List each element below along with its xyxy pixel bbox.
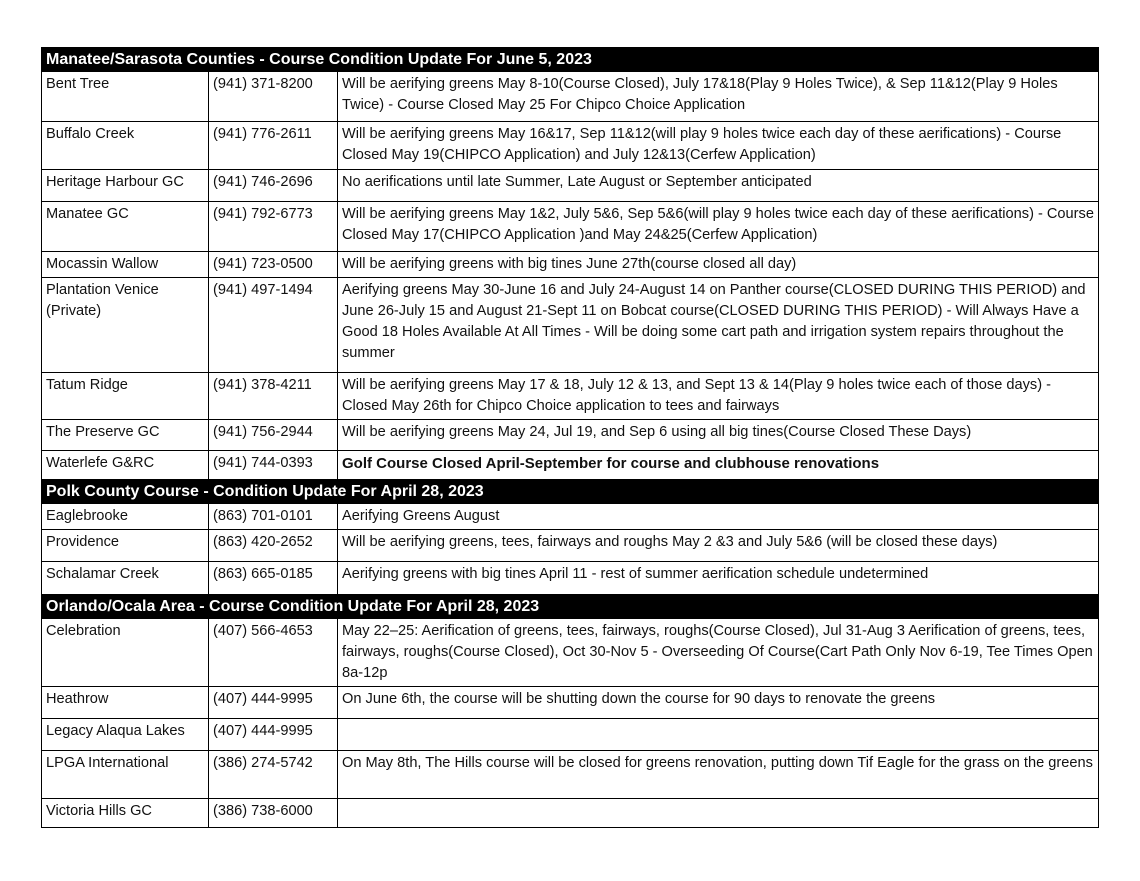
table-row bbox=[42, 719, 1099, 751]
course-name: Legacy Alaqua Lakes bbox=[42, 719, 209, 751]
course-note: Will be aerifying greens with big tines June 27th(course closed all day) bbox=[338, 252, 1099, 278]
section-header-manatee-sarasota bbox=[42, 48, 1099, 72]
course-name: Schalamar Creek bbox=[42, 562, 209, 595]
table-row bbox=[42, 530, 1099, 562]
course-note: Will be aerifying greens May 17 & 18, July 12 & 13, and Sept 13 & 14(Play 9 holes twice each of those days) - Closed May 26th for Chipco Choice application to tees and fairways bbox=[338, 373, 1099, 420]
course-phone: (941) 723-0500 bbox=[209, 252, 338, 278]
course-phone: (941) 792-6773 bbox=[209, 202, 338, 252]
course-phone: (941) 756-2944 bbox=[209, 420, 338, 451]
table-row bbox=[42, 451, 1099, 480]
table-row bbox=[42, 252, 1099, 278]
course-phone: (386) 274-5742 bbox=[209, 751, 338, 799]
course-phone: (941) 776-2611 bbox=[209, 122, 338, 170]
course-note: Will be aerifying greens May 8-10(Course Closed), July 17&18(Play 9 Holes Twice), & Sep 11&12(Play 9 Holes Twice) - Course Closed May 25 For Chipco Choice Application bbox=[338, 72, 1099, 122]
table-row bbox=[42, 751, 1099, 799]
table-row bbox=[42, 420, 1099, 451]
course-phone: (941) 371-8200 bbox=[209, 72, 338, 122]
section-title: Polk County Course - Condition Update For April 28, 2023 bbox=[42, 480, 1099, 504]
table-row bbox=[42, 202, 1099, 252]
course-phone: (941) 746-2696 bbox=[209, 170, 338, 202]
course-phone: (941) 497-1494 bbox=[209, 278, 338, 373]
course-phone: (863) 665-0185 bbox=[209, 562, 338, 595]
course-note: Will be aerifying greens, tees, fairways and roughs May 2 &3 and July 5&6 (will be closed these days) bbox=[338, 530, 1099, 562]
course-note: Golf Course Closed April-September for course and clubhouse renovations bbox=[338, 451, 1099, 480]
course-name: Manatee GC bbox=[42, 202, 209, 252]
table-row bbox=[42, 373, 1099, 420]
course-name: Providence bbox=[42, 530, 209, 562]
course-note: On May 8th, The Hills course will be closed for greens renovation, putting down Tif Eagle for the grass on the greens bbox=[338, 751, 1099, 799]
table-row bbox=[42, 619, 1099, 687]
course-phone: (863) 420-2652 bbox=[209, 530, 338, 562]
course-note: Will be aerifying greens May 1&2, July 5&6, Sep 5&6(will play 9 holes twice each day of these aerifications) - Course Closed May 17(CHIPCO Application )and May 24&25(Cerfew Application) bbox=[338, 202, 1099, 252]
course-name: Heritage Harbour GC bbox=[42, 170, 209, 202]
course-name: Heathrow bbox=[42, 687, 209, 719]
course-note: Will be aerifying greens May 16&17, Sep 11&12(will play 9 holes twice each day of these aerifications) - Course Closed May 19(CHIPCO Application) and July 12&13(Cerfew Application) bbox=[338, 122, 1099, 170]
course-name: Bent Tree bbox=[42, 72, 209, 122]
course-phone: (863) 701-0101 bbox=[209, 504, 338, 530]
course-phone: (386) 738-6000 bbox=[209, 799, 338, 828]
table-row bbox=[42, 278, 1099, 373]
table-row bbox=[42, 170, 1099, 202]
table-row bbox=[42, 799, 1099, 828]
course-phone: (941) 378-4211 bbox=[209, 373, 338, 420]
section-header-orlando-ocala bbox=[42, 595, 1099, 619]
course-phone: (941) 744-0393 bbox=[209, 451, 338, 480]
course-note: Aerifying greens with big tines April 11 - rest of summer aerification schedule undetermined bbox=[338, 562, 1099, 595]
section-header-polk-county bbox=[42, 480, 1099, 504]
course-name: The Preserve GC bbox=[42, 420, 209, 451]
table-row bbox=[42, 504, 1099, 530]
course-phone: (407) 444-9995 bbox=[209, 687, 338, 719]
section-title: Orlando/Ocala Area - Course Condition Update For April 28, 2023 bbox=[42, 595, 1099, 619]
table-row bbox=[42, 687, 1099, 719]
course-note: Aerifying greens May 30-June 16 and July 24-August 14 on Panther course(CLOSED DURING THIS PERIOD) and June 26-July 15 and August 21-Sept 11 on Bobcat course(CLOSED DURING THIS PERIOD) - Will Always Have a Good 18 Holes Available At All Times - Will be doing some cart path and irrigation system repairs throughout the summer bbox=[338, 278, 1099, 373]
section-title: Manatee/Sarasota Counties - Course Condition Update For June 5, 2023 bbox=[42, 48, 1099, 72]
course-note: On June 6th, the course will be shutting down the course for 90 days to renovate the greens bbox=[338, 687, 1099, 719]
course-note: May 22–25: Aerification of greens, tees, fairways, roughs(Course Closed), Jul 31-Aug 3 Aerification of greens, tees, fairways, roughs(Course Closed), Oct 30-Nov 5 - Overseeding Of Course(Cart Path Only Nov 6-19, Tee Times Open 8a-12p bbox=[338, 619, 1099, 687]
course-phone: (407) 444-9995 bbox=[209, 719, 338, 751]
course-name: Plantation Venice (Private) bbox=[42, 278, 209, 373]
course-name: Mocassin Wallow bbox=[42, 252, 209, 278]
table-row bbox=[42, 72, 1099, 122]
course-note: No aerifications until late Summer, Late August or September anticipated bbox=[338, 170, 1099, 202]
course-name: Victoria Hills GC bbox=[42, 799, 209, 828]
course-note: Will be aerifying greens May 24, Jul 19, and Sep 6 using all big tines(Course Closed These Days) bbox=[338, 420, 1099, 451]
course-note bbox=[338, 719, 1099, 751]
course-phone: (407) 566-4653 bbox=[209, 619, 338, 687]
course-condition-table bbox=[41, 47, 1099, 828]
course-name: Buffalo Creek bbox=[42, 122, 209, 170]
course-name: Waterlefe G&RC bbox=[42, 451, 209, 480]
course-condition-sheet bbox=[41, 47, 1098, 828]
course-name: Eaglebrooke bbox=[42, 504, 209, 530]
course-note bbox=[338, 799, 1099, 828]
course-name: Tatum Ridge bbox=[42, 373, 209, 420]
course-name: Celebration bbox=[42, 619, 209, 687]
table-row bbox=[42, 122, 1099, 170]
table-row bbox=[42, 562, 1099, 595]
course-name: LPGA International bbox=[42, 751, 209, 799]
course-note: Aerifying Greens August bbox=[338, 504, 1099, 530]
